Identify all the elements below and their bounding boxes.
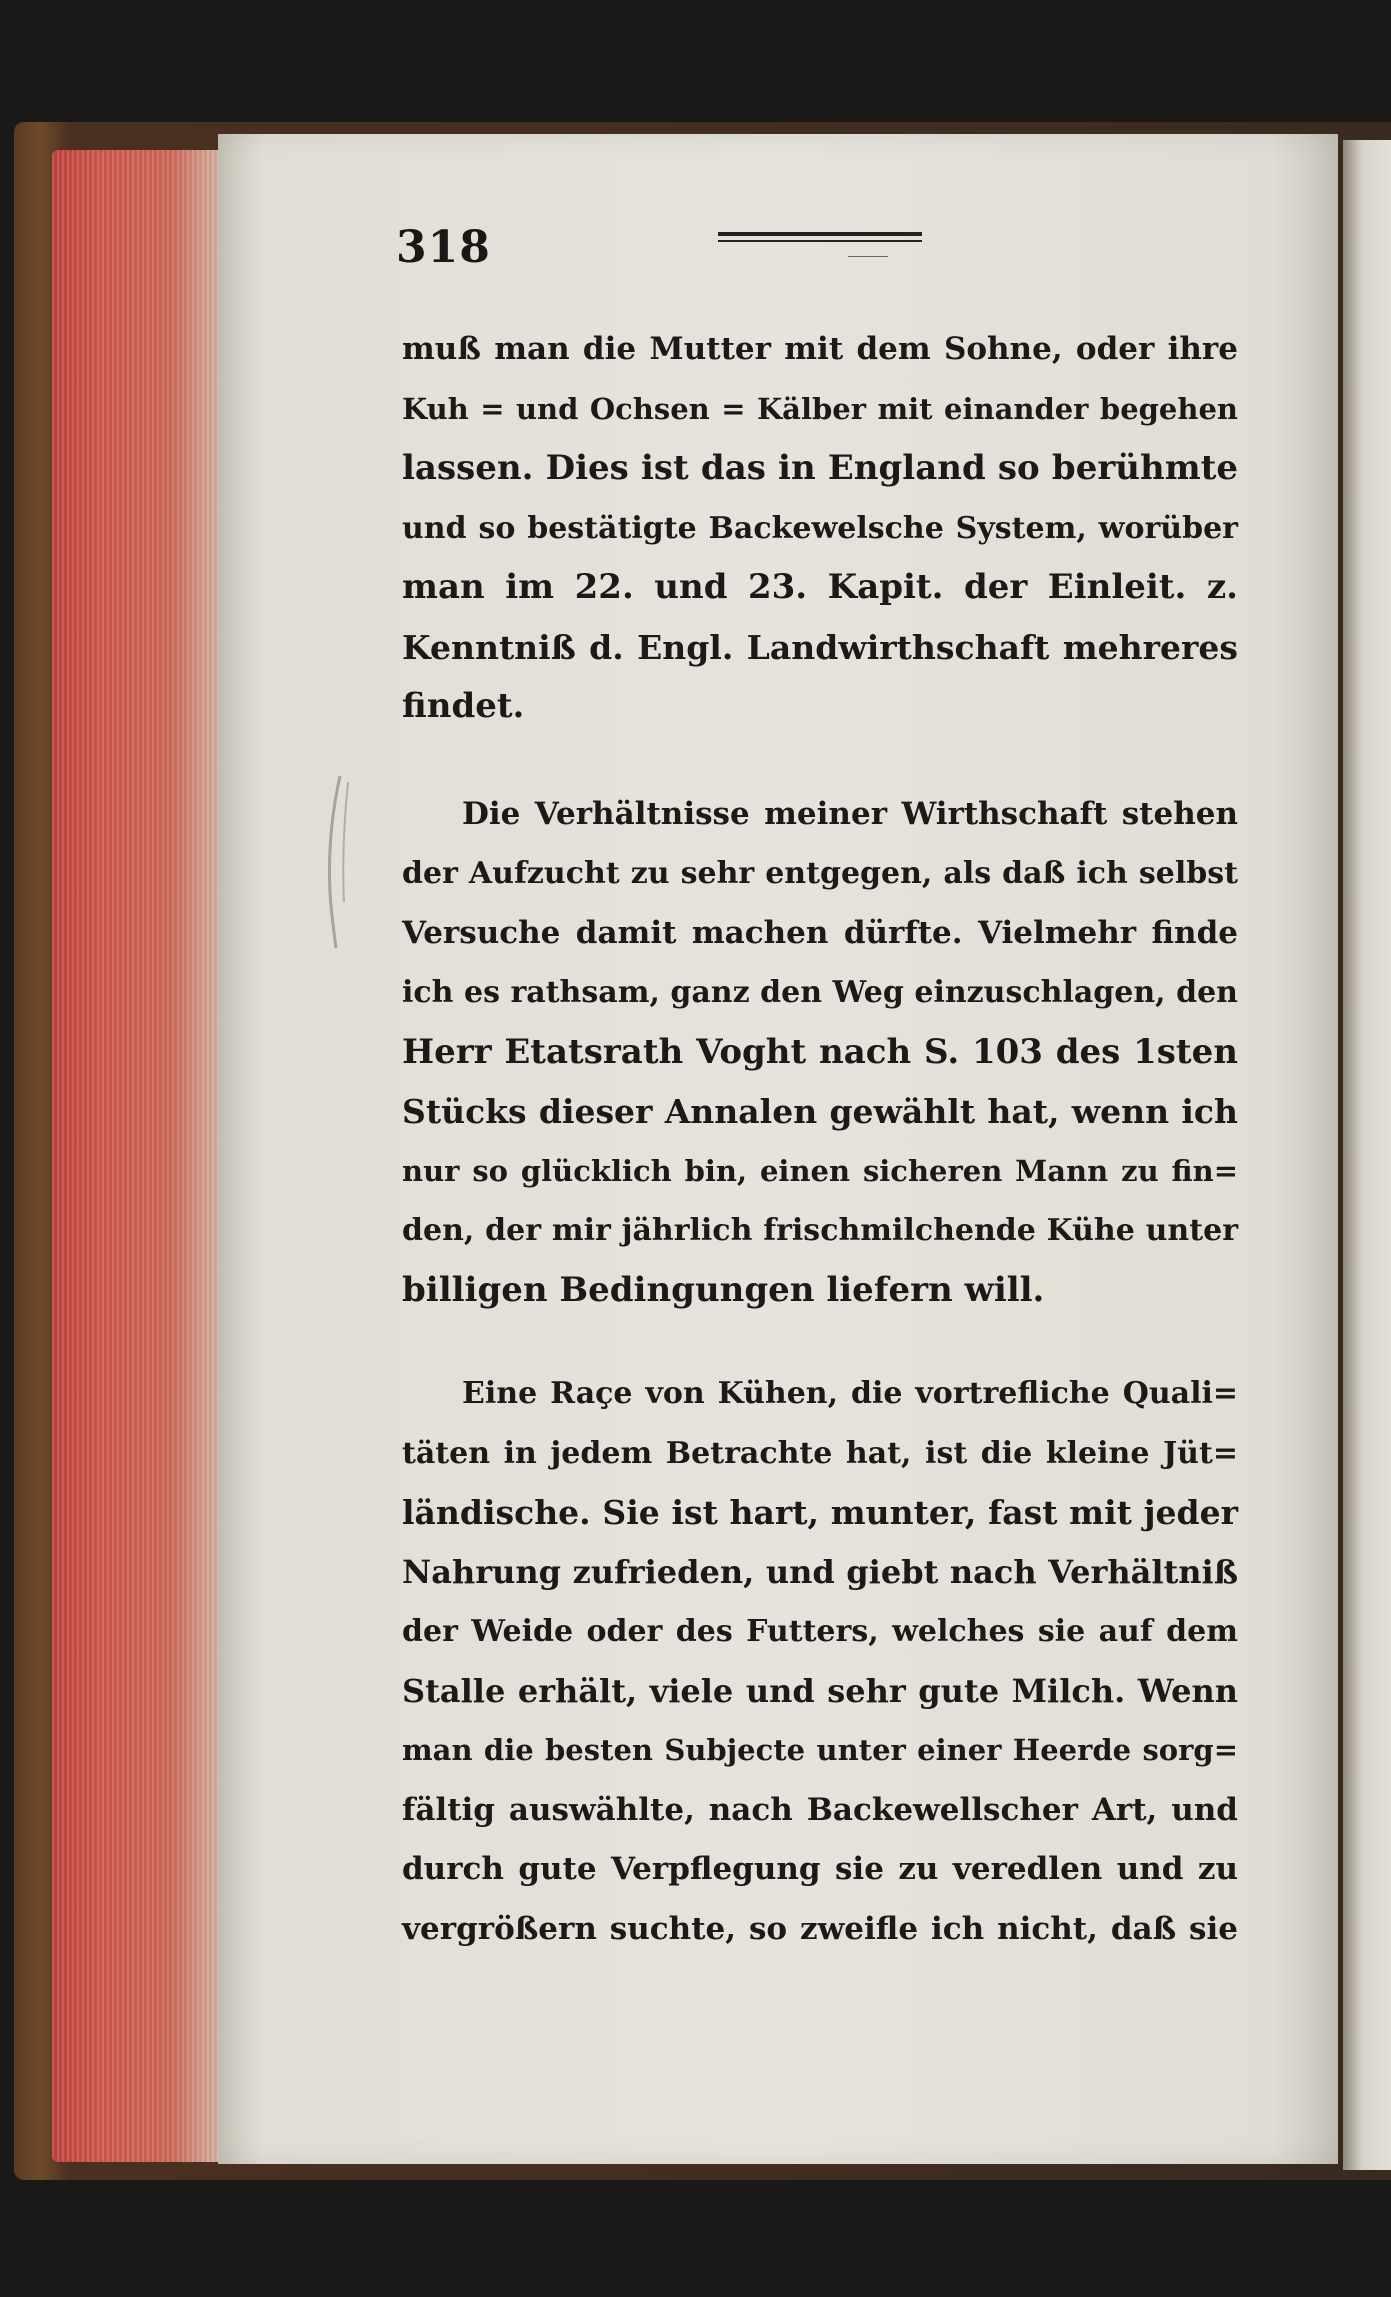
text-line: der Weide oder des Futters, welches sie auf dem: [402, 1614, 1238, 1649]
text-line: man im 22. und 23. Kapit. der Einleit. z.: [402, 567, 1238, 607]
text-line: den, der mir jährlich frischmilchende Kühe unter: [402, 1213, 1238, 1248]
text-line: durch gute Verpflegung sie zu veredlen und zu: [402, 1851, 1238, 1887]
paragraph: [402, 320, 1238, 737]
text-line: fältig auswählte, nach Backewellscher Art, und: [402, 1791, 1238, 1828]
page-edges: [52, 150, 222, 2162]
text-line: billigen Bedingungen liefern will.: [402, 1269, 1045, 1310]
text-line: Kuh = und Ochsen = Kälber mit einander begehen: [402, 391, 1238, 426]
text-line: lassen. Dies ist das in England so berühmte: [402, 448, 1238, 488]
paragraph: [402, 1364, 1238, 1959]
body-text: [402, 320, 1238, 1959]
text-line: Versuche damit machen dürfte. Vielmehr finde: [402, 914, 1238, 951]
text-line: und so bestätigte Backewelsche System, worüber: [402, 510, 1238, 546]
text-line: ich es rathsam, ganz den Weg einzuschlagen, den: [402, 975, 1238, 1010]
text-line: ländische. Sie ist hart, munter, fast mit jeder: [402, 1493, 1238, 1532]
text-line: Nahrung zufrieden, und giebt nach Verhältniß: [402, 1552, 1238, 1591]
text-line: der Aufzucht zu sehr entgegen, als daß ich selbst: [402, 856, 1238, 891]
text-line: Stalle erhält, viele und sehr gute Milch. Wenn: [402, 1671, 1238, 1710]
text-line: Herr Etatsrath Voght nach S. 103 des 1sten: [402, 1031, 1238, 1072]
text-line: findet.: [402, 686, 525, 726]
paragraph: [402, 785, 1238, 1321]
page-number: 318: [396, 222, 491, 273]
header-rule: [718, 232, 922, 248]
text-line: Kenntniß d. Engl. Landwirthschaft mehreres: [402, 627, 1238, 667]
text-line: muß man die Mutter mit dem Sohne, oder ihre: [402, 331, 1238, 367]
text-line: vergrößern suchte, so zweifle ich nicht, daß sie: [402, 1910, 1238, 1947]
facing-page-edge: [1343, 140, 1391, 2170]
text-line: Stücks dieser Annalen gewählt hat, wenn ich: [402, 1092, 1238, 1131]
text-line: täten in jedem Betrachte hat, ist die kleine Jüt=: [402, 1435, 1238, 1471]
text-line: nur so glücklich bin, einen sicheren Mann zu fin=: [402, 1153, 1238, 1188]
text-line: Die Verhältnisse meiner Wirthschaft stehen: [462, 795, 1238, 832]
text-line: Eine Raçe von Kühen, die vortrefliche Quali=: [462, 1376, 1238, 1411]
pencil-margin-mark: [318, 772, 354, 952]
text-line: man die besten Subjecte unter einer Heerde sorg=: [402, 1733, 1238, 1767]
